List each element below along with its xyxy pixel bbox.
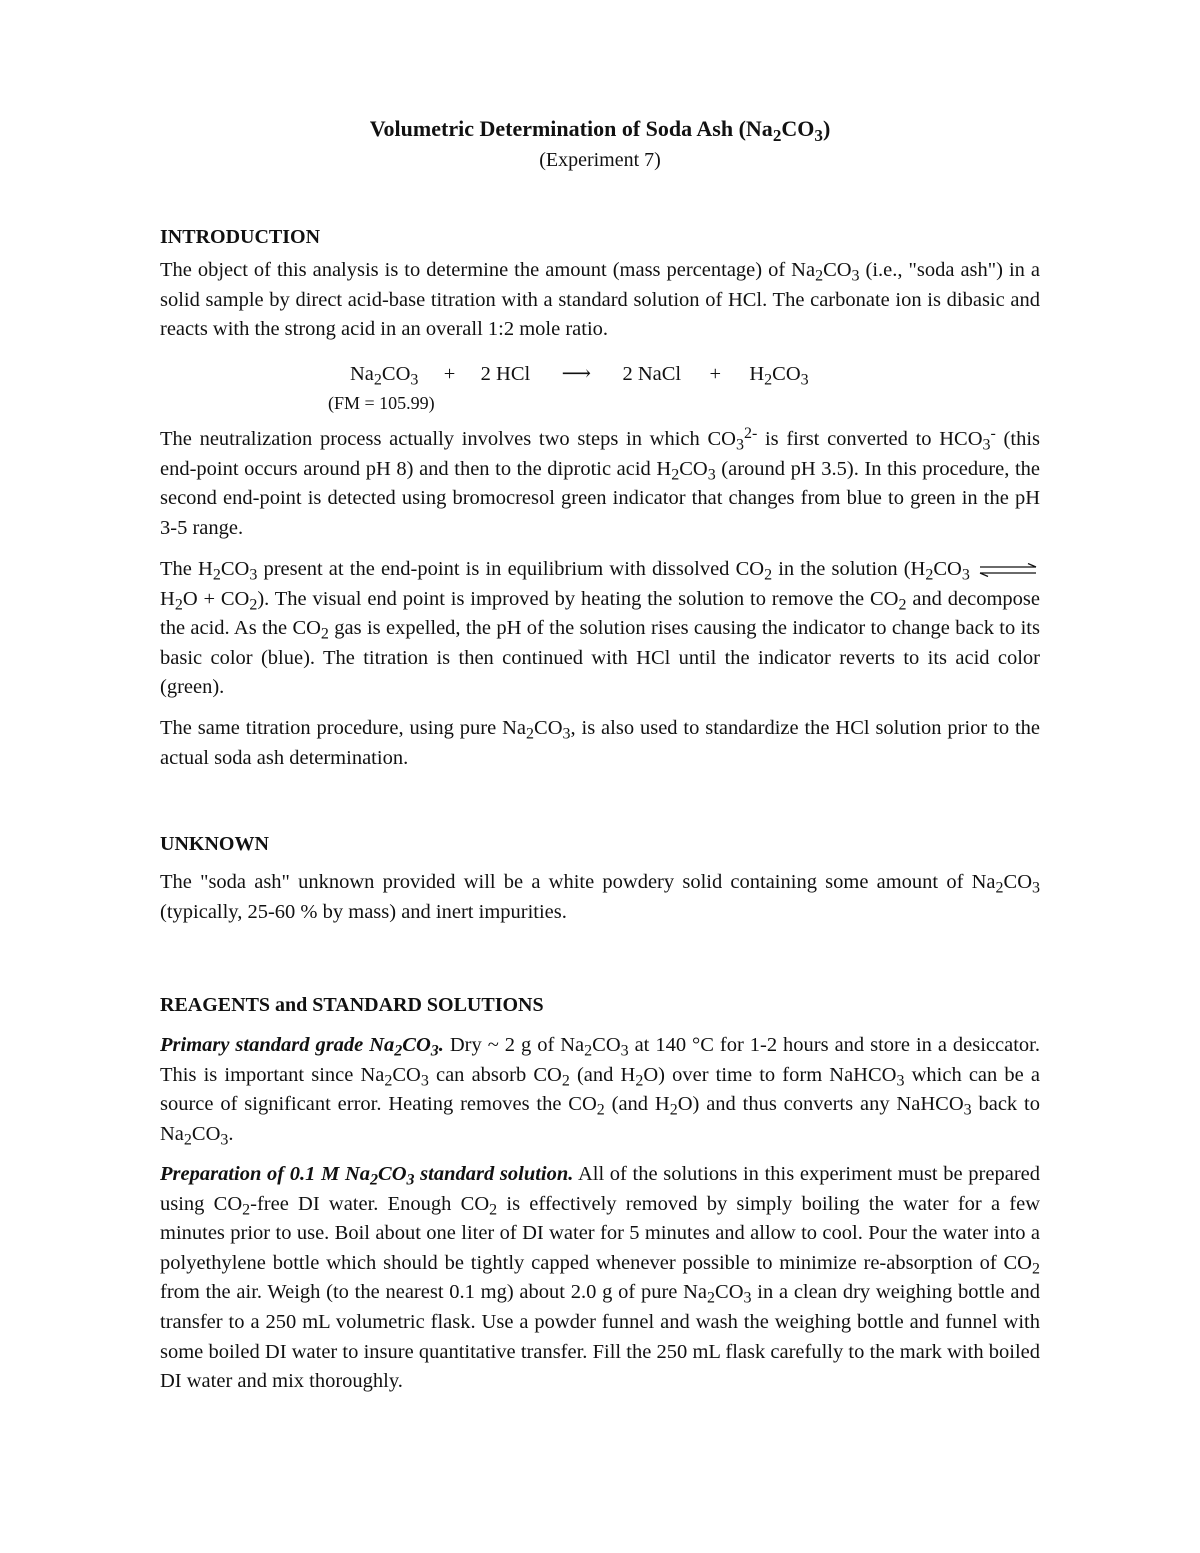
reaction-equation: $Na_2CO_3 + 2$ HCl ⟶ 2 NaCl + $H_2CO_3$ <box>350 359 809 389</box>
unknown-paragraph: The "soda ash" unknown provided will be a white powdery solid containing some amount of $Na_2CO_3$ (typically, 25-60 % by mass) and inert impurities. <box>160 871 1040 923</box>
reagents-paragraph-2: Preparation of 0.1 M $Na_2CO_3$ standard solution. All of the solutions in this experiment must be prepared using $CO_2$-free DI water. Enough $CO_2$ is effectively removed by simply boiling the water for a few minutes prior to use. Boil about one liter of DI water for 5 minutes and allow to cool. Pour the water into a polyethylene bottle which should be tightly capped whenever possible to minimize re-absorption of $CO_2$ from the air. Weigh (to the nearest 0.1 mg) about 2.0 g of pure $Na_2CO_3$ in a clean dry weighing bottle and transfer to a 250 mL volumetric flask. Use a powder funnel and wash the weighing bottle and funnel with some boiled DI water to insure quantitative transfer. Fill the 250 mL flask carefully to the mark with boiled DI water and mix thoroughly. <box>160 1163 1041 1393</box>
document-page <box>160 0 1040 1553</box>
document-title: Volumetric Determination of Soda Ash $(Na_2CO_3)$ <box>369 116 831 145</box>
reagents-paragraph-1: Primary standard grade $Na_2CO_3$. Dry ~ 2 g of $Na_2CO_3$ at 140 °C for 1-2 hours and store in a desiccator. This is important since $Na_2CO_3$ can absorb $CO_2$ (and $H_2O$) over time to form NaHCO$_3$ which can be a source of significant error. Heating removes the $CO_2$ (and $H_2O$) and thus converts any NaHCO$_3$ back to $Na_2CO_3$. <box>160 1034 1040 1149</box>
introduction-heading: INTRODUCTION <box>160 226 321 248</box>
reagents-heading: REAGENTS and STANDARD SOLUTIONS <box>160 994 544 1016</box>
document-subtitle: (Experiment 7) <box>539 149 661 171</box>
primary-standard-lead: Primary standard grade $Na_2CO_3$. <box>160 1034 444 1060</box>
introduction-paragraph-1: The object of this analysis is to determine the amount (mass percentage) of $Na_2CO_3$ (i.e., "soda ash") in a solid sample by direct acid-base titration with a standard solution of HCl. The carbonate ion is dibasic and reacts with the strong acid in an overall 1:2 mole ratio. <box>160 259 1040 341</box>
formula-mass-note: (FM = 105.99) <box>328 393 435 413</box>
introduction-paragraph-4: The same titration procedure, using pure $Na_2CO_3$, is also used to standardize the HCl solution prior to the actual soda ash determination. <box>160 717 1040 769</box>
preparation-lead: Preparation of 0.1 M $Na_2CO_3$ standard solution. <box>160 1163 574 1189</box>
introduction-paragraph-3: The $H_2CO_3$ present at the end-point is in equilibrium with dissolved $CO_2$ in the solution ($H_2CO_3$ $H_2O + CO_2$). The visual end point is improved by heating the solution to remove the $CO_2$ and decompose the acid. As the $CO_2$ gas is expelled, the pH of the solution rises causing the indicator to change back to its basic color (blue). The titration is then continued with HCl until the indicator reverts to its acid color (green). <box>160 558 1040 699</box>
introduction-paragraph-2: The neutralization process actually involves two steps in which $CO_3^{2-}$ is first converted to $HCO_3^-$ (this end-point occurs around pH 8) and then to the diprotic acid $H_2CO_3$ (around pH 3.5). In this procedure, the second end-point is detected using bromocresol green indicator that changes from blue to green in the pH 3-5 range. <box>160 424 1041 539</box>
unknown-heading: UNKNOWN <box>160 833 269 855</box>
equilibrium-arrows-icon <box>976 563 1040 577</box>
reaction-arrow: ⟶ <box>561 363 592 385</box>
